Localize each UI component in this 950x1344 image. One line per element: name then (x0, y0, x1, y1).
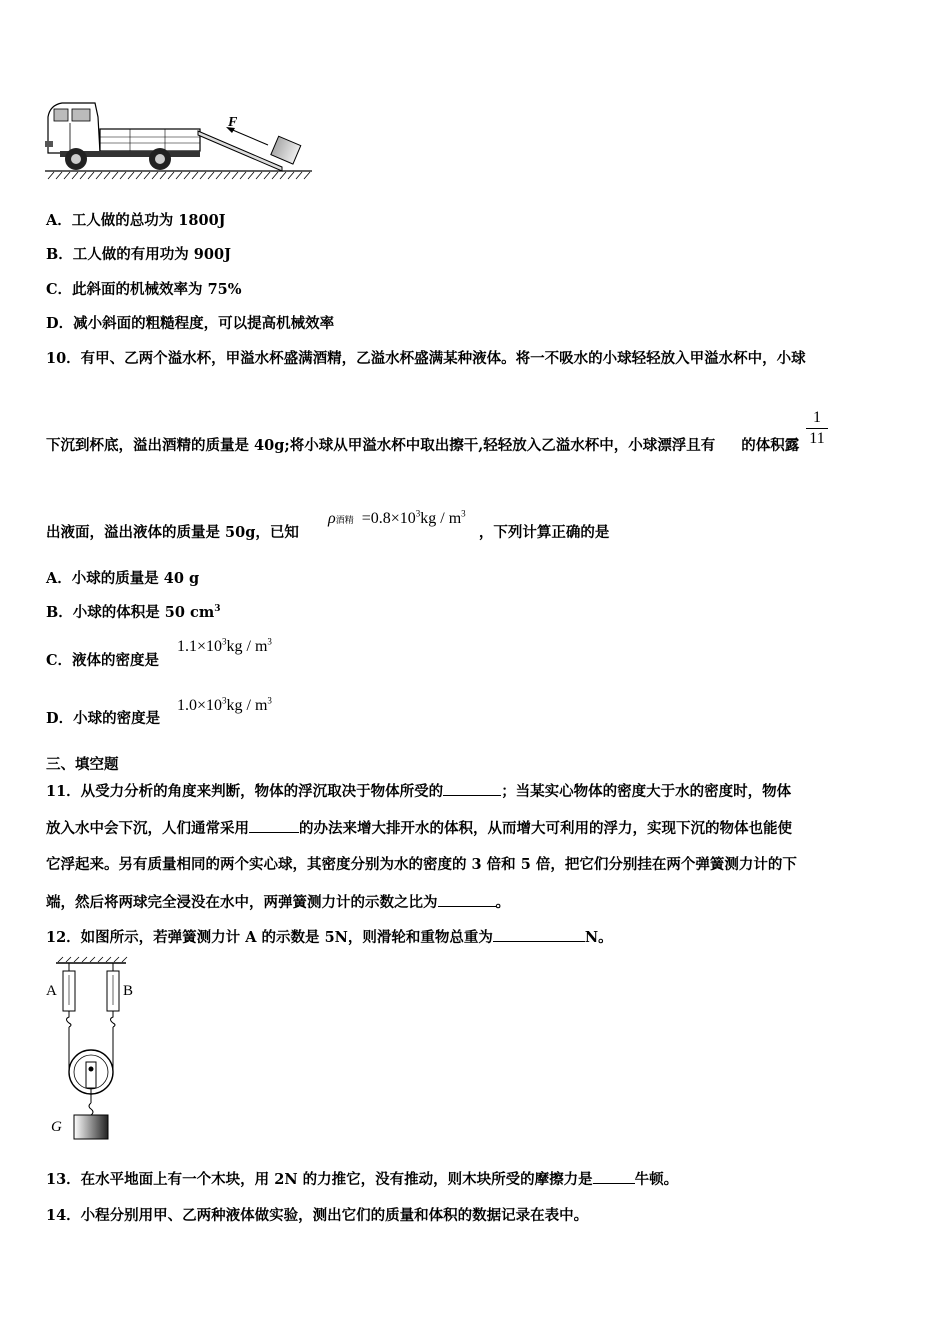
q10-option-b (46, 603, 220, 623)
q12-blank[interactable] (493, 927, 585, 942)
fraction-numerator: 1 (813, 409, 821, 426)
q10-option-d (46, 709, 160, 729)
weight-label-g: G (51, 1119, 62, 1135)
q10-option-c-exponent: 3 (222, 636, 227, 647)
q13-tail: 牛顿。 (634, 1171, 679, 1188)
rho-unit-exponent: 3 (461, 508, 466, 519)
q10-option-c-formula (177, 638, 272, 656)
q11-line4 (46, 892, 510, 913)
q10-option-d-formula (177, 697, 272, 715)
q11-line3: 它浮起来。另有质量相同的两个实心球，其密度分别为水的密度的 3 倍和 5 倍，把它们分别挂在两个弹簧测力计的下 (46, 856, 797, 873)
q11-line1-text: 11．从受力分析的角度来判断，物体的浮沉取决于物体所受的 (46, 783, 444, 800)
alcohol-density-formula (328, 510, 466, 528)
q13-blank[interactable] (593, 1169, 635, 1184)
q10-stem-line1: 10．有甲、乙两个溢水杯，甲溢水杯盛满酒精，乙溢水杯盛满某种液体。将一不吸水的小球轻轻放入甲溢水杯中，小球 (46, 350, 806, 367)
q10-option-d-exponent: 3 (222, 695, 227, 706)
q14-stem: 14．小程分别用甲、乙两种液体做实验，测出它们的质量和体积的数据记录在表中。 (46, 1207, 589, 1224)
section-title: 三、填空题 (46, 756, 119, 773)
pulley-figure (40, 955, 160, 1145)
q11-line1-tail: ；当某实心物体的密度大于水的密度时，物体 (501, 783, 792, 800)
rho-symbol: ρ (328, 510, 336, 527)
q11-line1 (46, 781, 791, 802)
q11-line4-text: 端，然后将两球完全浸没在水中，两弹簧测力计的示数之比为 (46, 894, 438, 911)
q10-stem-line2 (46, 436, 799, 456)
q10-option-d-value: 1.0×10 (177, 697, 223, 714)
q11-line2-text: 放入水中会下沉，人们通常采用 (46, 820, 249, 837)
q9-option-c: C．此斜面的机械效率为 75% (46, 281, 242, 298)
q10-option-c-unit-exponent: 3 (267, 636, 272, 647)
q10-option-a: A．小球的质量是 40 g (46, 570, 200, 587)
spring-label-a: A (46, 983, 57, 999)
q11-blank-3[interactable] (438, 892, 496, 907)
q12-stem (46, 927, 613, 948)
rho-unit: kg / m (420, 510, 462, 527)
q9-option-a: A．工人做的总功为 1800J (46, 212, 226, 229)
q10-option-c-unit: kg / m (226, 638, 268, 655)
q9-option-d: D．减小斜面的粗糙程度，可以提高机械效率 (46, 315, 335, 332)
q10-line3-tail: ，下列计算正确的是 (478, 524, 610, 541)
q11-line4-tail: 。 (495, 894, 510, 911)
truck-ramp-figure (40, 95, 320, 185)
q10-fraction (804, 408, 830, 449)
rho-value: =0.8×10 (361, 510, 416, 527)
q11-line2 (46, 818, 792, 839)
q10-option-c (46, 651, 159, 671)
q10-option-d-unit: kg / m (226, 697, 268, 714)
q13-stem (46, 1169, 678, 1190)
q10-option-c-value: 1.1×10 (177, 638, 223, 655)
q10-line2-text: 下沉到杯底，溢出酒精的质量是 40g;将小球从甲溢水杯中取出擦干,轻轻放入乙溢水杯中，小球漂浮且有 (46, 437, 716, 454)
q10-line3-text: 出液面，溢出液体的质量是 50g，已知 (46, 524, 299, 541)
q10-line2-tail: 的体积露 (741, 437, 800, 454)
spring-label-b: B (123, 983, 134, 999)
q10-option-d-unit-exponent: 3 (267, 695, 272, 706)
q13-text: 13．在水平地面上有一个木块，用 2N 的力推它，没有推动，则木块所受的摩擦力是 (46, 1171, 593, 1188)
q10-option-b-text: B．小球的体积是 50 cm (46, 604, 215, 621)
rho-exponent: 3 (415, 508, 421, 519)
q10-option-d-text: D．小球的密度是 (46, 710, 161, 727)
q11-blank-2[interactable] (249, 818, 299, 833)
q11-line2-tail: 的办法来增大排开水的体积，从而增大可利用的浮力，实现下沉的物体也能使 (299, 820, 792, 837)
rho-subscript: 酒精 (335, 515, 354, 525)
force-label: F (228, 115, 238, 130)
q12-text: 12．如图所示，若弹簧测力计 A 的示数是 5N，则滑轮和重物总重为 (46, 929, 493, 946)
q12-tail: N。 (584, 929, 613, 946)
q10-option-c-text: C．液体的密度是 (46, 652, 160, 669)
fraction-denominator: 11 (809, 430, 825, 447)
q10-option-b-exponent: 3 (214, 604, 221, 615)
q9-option-b: B．工人做的有用功为 900J (46, 246, 231, 263)
q11-blank-1[interactable] (443, 781, 501, 796)
